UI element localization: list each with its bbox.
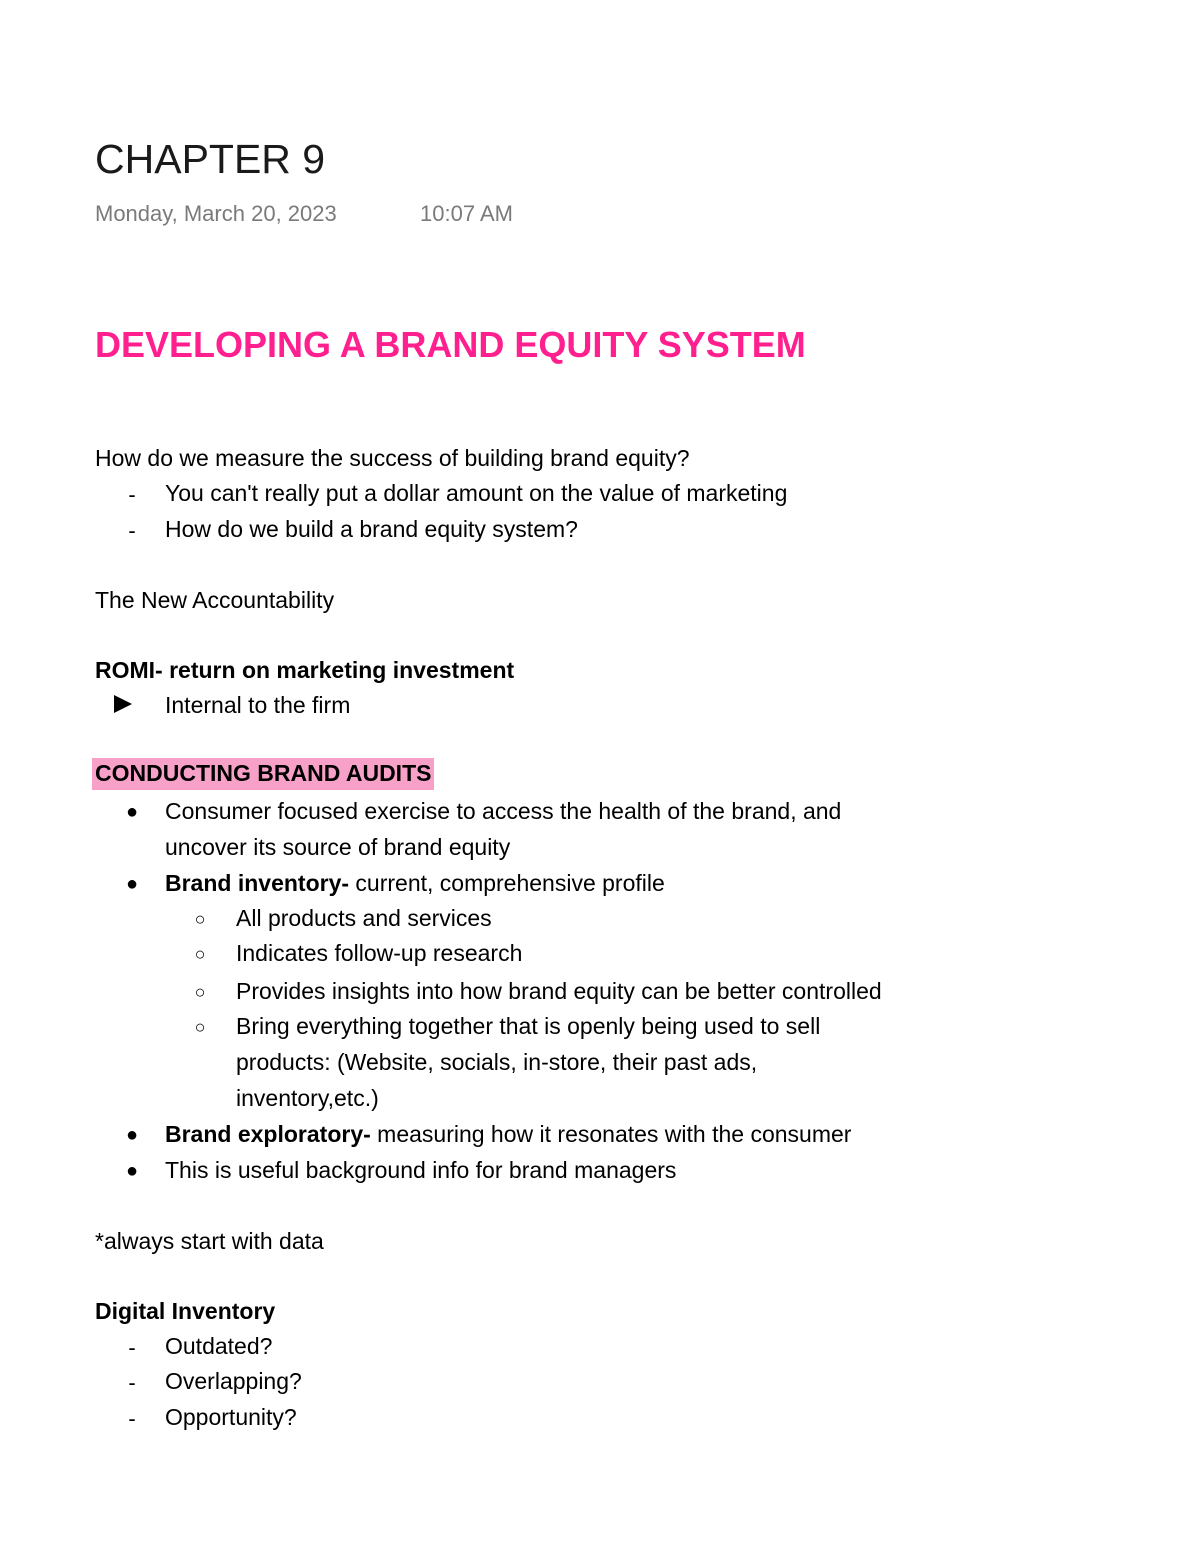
sub-list-item: Bring everything together that is openly being used to sell [236, 1013, 821, 1039]
list-item: Internal to the firm [165, 692, 351, 718]
new-accountability-label: The New Accountability [95, 587, 335, 613]
list-item: Overlapping? [165, 1368, 302, 1394]
term: Brand inventory- [165, 870, 350, 896]
list-item: This is useful background info for brand managers [165, 1157, 677, 1183]
list-item: Opportunity? [165, 1404, 297, 1430]
list-item-continued: uncover its source of brand equity [165, 834, 511, 860]
note-time: 10:07 AM [420, 201, 513, 226]
sub-list-item: All products and services [236, 905, 492, 931]
highlighted-heading: CONDUCTING BRAND AUDITS [92, 758, 434, 790]
circle-bullet-icon: ○ [194, 909, 206, 929]
romi-label: ROMI- return on marketing investment [95, 657, 515, 683]
circle-bullet-icon: ○ [194, 1017, 206, 1037]
dash-bullet-icon: - [128, 482, 136, 507]
bullet-icon: ● [125, 873, 139, 895]
note-text: *always start with data [95, 1228, 324, 1254]
definition: current, comprehensive profile [349, 870, 665, 896]
definition: measuring how it resonates with the consumer [370, 1121, 852, 1147]
list-item: You can't really put a dollar amount on the value of marketing [165, 480, 788, 506]
bullet-icon: ● [125, 801, 139, 823]
list-item: Consumer focused exercise to access the health of the brand, and [165, 798, 842, 824]
dash-bullet-icon: - [128, 1370, 136, 1395]
list-item [165, 868, 665, 898]
circle-bullet-icon: ○ [194, 982, 206, 1002]
circle-bullet-icon: ○ [194, 944, 206, 964]
list-item: Outdated? [165, 1333, 273, 1359]
list-item [165, 1119, 851, 1149]
list-item: How do we build a brand equity system? [165, 516, 578, 542]
page-title: CHAPTER 9 [95, 136, 326, 182]
triangle-bullet-icon [112, 692, 134, 716]
bullet-icon: ● [125, 1160, 139, 1182]
note-date: Monday, March 20, 2023 [95, 201, 337, 226]
sub-list-item: Provides insights into how brand equity can be better controlled [236, 978, 882, 1004]
dash-bullet-icon: - [128, 1406, 136, 1431]
term: Brand exploratory- [165, 1121, 371, 1147]
sub-list-item-continued: products: (Website, socials, in-store, their past ads, [236, 1049, 758, 1075]
dash-bullet-icon: - [128, 518, 136, 543]
bullet-icon: ● [125, 1124, 139, 1146]
sub-list-item-continued: inventory,etc.) [236, 1085, 379, 1111]
sub-list-item: Indicates follow-up research [236, 940, 523, 966]
dash-bullet-icon: - [128, 1335, 136, 1360]
digital-heading: Digital Inventory [95, 1298, 276, 1324]
audits-heading [95, 758, 434, 788]
intro-question: How do we measure the success of building brand equity? [95, 445, 690, 471]
section-heading: DEVELOPING A BRAND EQUITY SYSTEM [95, 324, 806, 365]
